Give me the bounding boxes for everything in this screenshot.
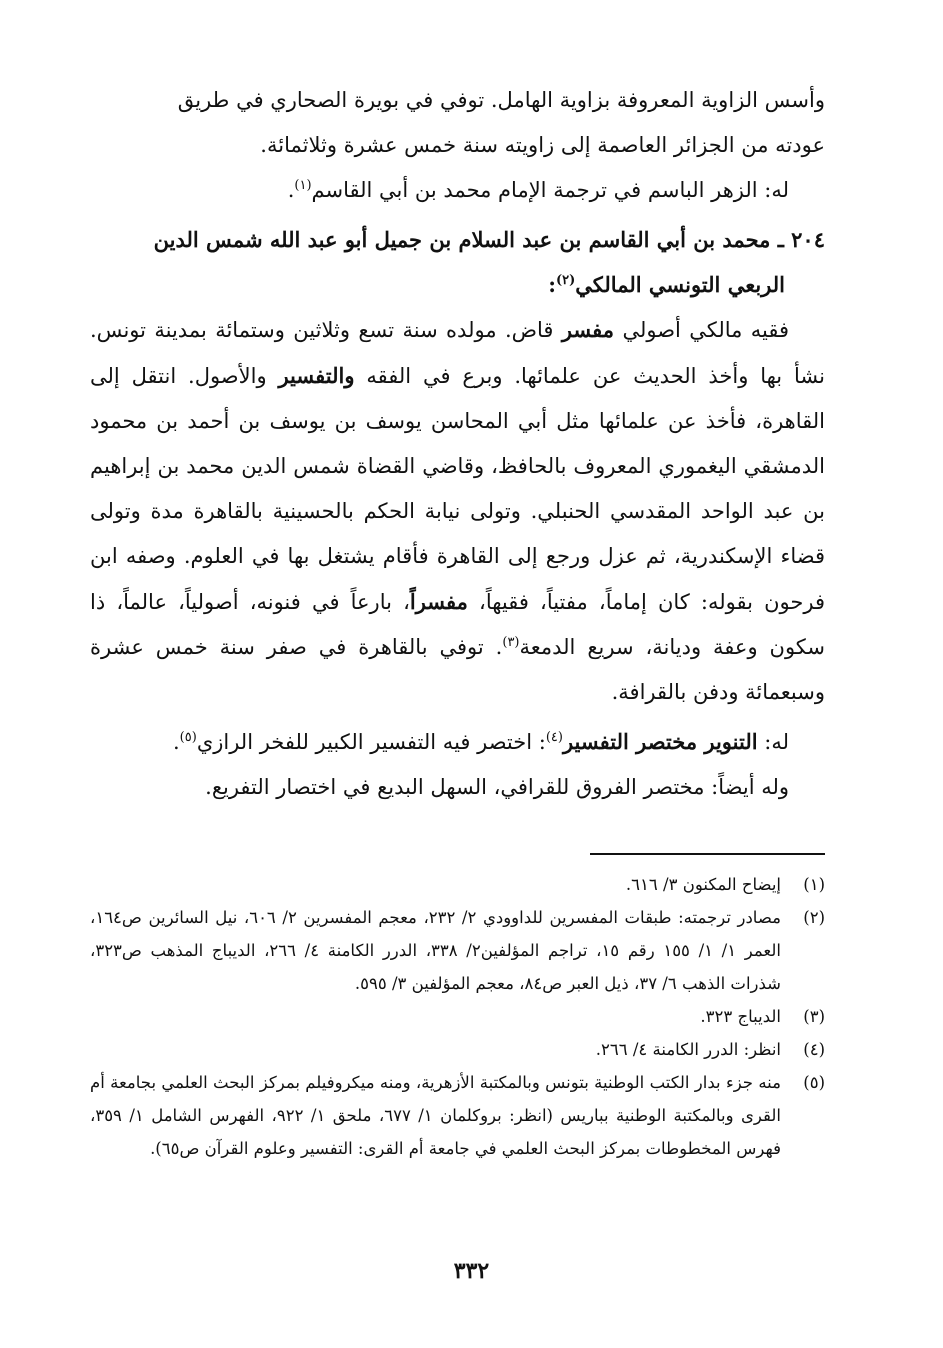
- footnote-ref: (٤): [545, 730, 563, 745]
- footnote-text: الديباج ٣٢٣.: [700, 1007, 781, 1026]
- footnote-item: [90, 1000, 825, 1033]
- footnote-item: [90, 1033, 825, 1066]
- footnote-ref: (٣): [502, 635, 520, 650]
- footnote-text: منه جزء بدار الكتب الوطنية بتونس وبالمكتبة الأزهرية، ومنه ميكروفيلم بمركز البحث العلمي بجامعة أم القرى وبالمكتبة الوطنية بباريس (انظر: بروكلمان ١/ ٦٧٧، ملحق ١/ ٩٢٢، الفهرس الشامل ١/ ٣٥٩، فهرس المخطوطات بمركز البحث العلمي في جامعة أم القرى: التفسير وعلوم القرآن ص٦٥).: [90, 1073, 781, 1158]
- footnote-item: [90, 901, 825, 1000]
- footnote-text: مصادر ترجمته: طبقات المفسرين للداوودي ٢/ ٢٣٢، معجم المفسرين ٢/ ٦٠٦، نيل السائرين ص١٦٤، العمر ١/ ١/ ١٥٥ رقم ١٥، تراجم المؤلفين٢/ ٣٣٨، الدرر الكامنة ٤/ ٢٦٦، الديباج المذهب ص٣٢٣، شذرات الذهب ٦/ ٣٧، ذيل العبر ص٨٤، معجم المؤلفين ٣/ ٥٩٥.: [90, 908, 781, 993]
- previous-entry-works: [90, 168, 825, 213]
- previous-work-text: له: الزهر الباسم في ترجمة الإمام محمد بن أبي القاسم: [311, 178, 789, 202]
- bio-text: ، بارعاً في فنونه، أصولياً، عالماً، ذا سكون وعفة وديانة، سريع الدمعة: [90, 590, 825, 659]
- bio-text: . توفي بالقاهرة في صفر سنة خمس عشرة وسبعمائة ودفن بالقرافة.: [90, 635, 825, 704]
- bio-highlight: مفسر: [561, 317, 615, 342]
- intro-paragraph: [90, 78, 825, 168]
- entry-works: [90, 719, 825, 765]
- footnote-item: [90, 1066, 825, 1165]
- footnote-text: إيضاح المكنون ٣/ ٦١٦.: [625, 875, 781, 894]
- footnote-ref: (٢): [556, 273, 576, 288]
- punctuation: .: [287, 178, 295, 202]
- page-number: ٣٣٢: [453, 1258, 490, 1284]
- intro-line: وأسس الزاوية المعروفة بزاوية الهامل. توفي في بويرة الصحاري في طريق: [177, 88, 825, 112]
- bio-text: فقيه مالكي أصولي: [622, 318, 790, 342]
- footnote-number: (٣): [803, 1007, 825, 1026]
- work-description: : اختصر فيه التفسير الكبير للفخر الرازي: [196, 730, 546, 754]
- entry-works-also: وله أيضاً: مختصر الفروق للقرافي، السهل البديع في اختصار التفريع.: [205, 775, 789, 799]
- footnote-text: انظر: الدرر الكامنة ٤/ ٢٦٦.: [595, 1040, 781, 1059]
- punctuation: :: [548, 272, 556, 297]
- footnote-number: (١): [803, 875, 825, 894]
- footnote-number: (٤): [803, 1040, 825, 1059]
- entry-heading-line: [90, 262, 825, 307]
- entry-biography: [90, 307, 825, 715]
- work-title: التنوير مختصر التفسير: [562, 729, 758, 754]
- entry-heading-line: ٢٠٤ ـ محمد بن أبي القاسم بن عبد السلام بن جميل أبو عبد الله شمس الدين: [153, 227, 825, 252]
- footnote-number: (٢): [803, 908, 825, 927]
- bio-highlight: مفسراً: [409, 589, 468, 614]
- intro-line: عودته من الجزائر العاصمة إلى زاويته سنة خمس عشرة وثلاثمائة.: [260, 133, 825, 157]
- bio-text: والأصول. انتقل إلى القاهرة، فأخذ عن علمائها مثل أبي المحاسن يوسف بن يوسف بن أحمد بن محمود الدمشقي اليغموري المعروف بالحافظ، وقاضي القضاة شمس الدين محمد بن إبراهيم بن عبد الواحد المقدسي الحنبلي. وتولى نيابة الحكم بالحسينية بالقاهرة مدة وتولى قضاء الإسكندرية، ثم عزل ورجع إلى القاهرة فأقام يشتغل بها في العلوم. وصفه ابن فرحون بقوله: كان إماماً، مفتياً، فقيهاً،: [90, 364, 825, 614]
- works-prefix: له:: [764, 730, 789, 754]
- footnote-item: [90, 868, 825, 901]
- bio-text: قاض. مولده سنة تسع وثلاثين وستمائة بمدينة تونس. نشأ بها وأخذ الحديث عن علمائها. وبرع في الفقه: [90, 318, 825, 388]
- page-body: [90, 78, 825, 810]
- entry-heading: [90, 217, 825, 307]
- punctuation: .: [172, 730, 180, 754]
- bio-highlight: والتفسير: [278, 363, 355, 388]
- footnote-number: (٥): [803, 1073, 825, 1092]
- footnote-ref: (٥): [179, 730, 197, 745]
- footnote-ref: (١): [294, 178, 312, 193]
- footnote-divider: [590, 853, 825, 855]
- footnotes: [90, 868, 825, 1165]
- entry-heading-text: الربعي التونسي المالكي: [575, 272, 785, 297]
